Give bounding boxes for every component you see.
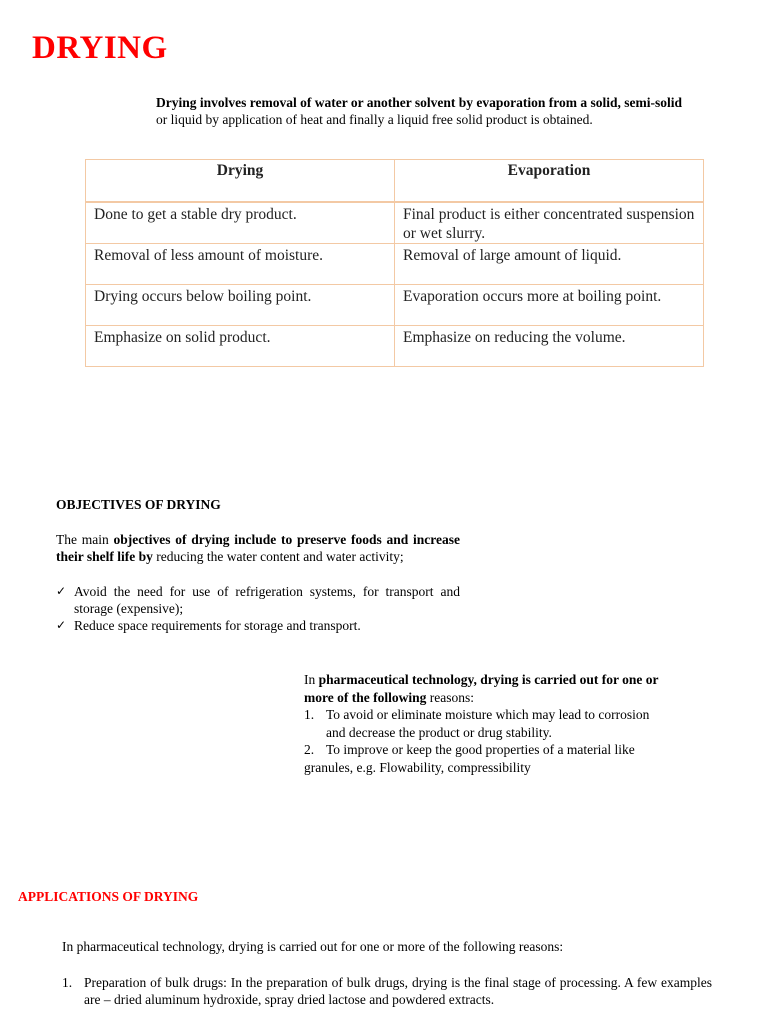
pharm-intro-end: reasons:	[426, 689, 474, 705]
objectives-heading: OBJECTIVES OF DRYING	[56, 497, 221, 512]
pharm-item-2-continuation: granules, e.g. Flowability, compressibility	[304, 759, 531, 775]
list-item-text: Avoid the need for use of refrigeration systems, for transport and storage (expensive);	[74, 584, 460, 616]
table-cell: Removal of less amount of moisture.	[86, 244, 395, 285]
table-header-evaporation: Evaporation	[395, 160, 704, 203]
list-item	[62, 974, 712, 1008]
intro-paragraph	[156, 94, 736, 128]
list-number: 1.	[62, 975, 73, 990]
document-title: DRYING	[32, 30, 168, 66]
table-row	[86, 202, 704, 244]
list-number: 1.	[304, 707, 315, 722]
checkmark-icon: ✓	[56, 584, 67, 598]
table-cell: Evaporation occurs more at boiling point.	[395, 285, 704, 326]
list-item	[56, 583, 460, 617]
list-item-text: Reduce space requirements for storage and transport.	[74, 618, 361, 633]
objectives-text-end: reducing the water content and water activity;	[152, 549, 404, 564]
applications-heading: APPLICATIONS OF DRYING	[18, 889, 199, 904]
intro-bold-text: Drying involves removal of water or another solvent by evaporation from a solid, semi-solid	[156, 95, 682, 110]
table-row	[86, 326, 704, 367]
pharm-item-1-continuation: and decrease the product or drug stability.	[326, 724, 552, 740]
list-item-text: To avoid or eliminate moisture which may lead to corrosion	[326, 707, 650, 722]
table-cell: Final product is either concentrated suspension or wet slurry.	[395, 202, 704, 244]
pharm-item-1	[304, 706, 684, 724]
table-cell: Removal of large amount of liquid.	[395, 244, 704, 285]
checkmark-icon: ✓	[56, 618, 67, 632]
list-item	[56, 617, 460, 634]
table-cell: Done to get a stable dry product.	[86, 202, 395, 244]
pharm-intro	[304, 671, 684, 706]
list-number: 2.	[304, 742, 315, 757]
table-row	[86, 285, 704, 326]
applications-list	[62, 974, 712, 1008]
intro-text: or liquid by application of heat and finally a liquid free solid product is obtained.	[156, 112, 593, 127]
comparison-table	[85, 159, 704, 367]
table-cell: Emphasize on solid product.	[86, 326, 395, 367]
list-item-text: Preparation of bulk drugs: In the preparation of bulk drugs, drying is the final stage of processing. A few examples are – dried aluminum hydroxide, spray dried lactose and powdered extracts.	[84, 975, 712, 1007]
pharm-reasons-block	[304, 671, 684, 776]
table-row	[86, 244, 704, 285]
objectives-check-list	[56, 583, 460, 634]
objectives-text-start: The main	[56, 532, 114, 547]
table-header-row	[86, 160, 704, 203]
table-cell: Emphasize on reducing the volume.	[395, 326, 704, 367]
table-cell: Drying occurs below boiling point.	[86, 285, 395, 326]
list-item-text: To improve or keep the good properties of a material like	[326, 742, 635, 757]
applications-intro: In pharmaceutical technology, drying is carried out for one or more of the following reasons:	[62, 939, 564, 954]
objectives-paragraph	[56, 531, 460, 565]
table-header-drying: Drying	[86, 160, 395, 203]
objectives-bold-text: objectives of drying include to preserve foods and increase their shelf life by	[56, 532, 461, 564]
pharm-intro-bold: pharmaceutical technology, drying is carried out for one or more of the following	[304, 672, 659, 705]
pharm-item-2	[304, 741, 684, 759]
pharm-intro-start: In	[304, 672, 319, 687]
